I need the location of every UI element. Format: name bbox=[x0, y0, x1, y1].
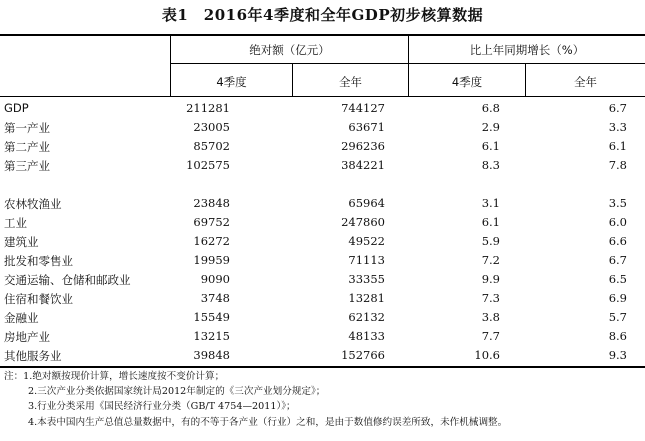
q4-value: 23848 bbox=[193, 196, 230, 210]
q4-value: 15549 bbox=[193, 310, 230, 324]
year-growth-value: 5.7 bbox=[608, 310, 627, 324]
table-row bbox=[0, 270, 645, 289]
q4-value: 19959 bbox=[193, 253, 230, 267]
q4-growth-value: 6.1 bbox=[481, 215, 500, 229]
year-value: 71113 bbox=[348, 253, 385, 267]
year-growth-value: 3.3 bbox=[608, 120, 627, 134]
q4-growth-value: 7.3 bbox=[481, 291, 500, 305]
q4-growth-value: 7.2 bbox=[481, 253, 500, 267]
q4-growth-value: 3.8 bbox=[481, 310, 500, 324]
table-title: 表1 2016年4季度和全年GDP初步核算数据 bbox=[161, 6, 484, 24]
year-value: 62132 bbox=[348, 310, 385, 324]
row-label: 第三产业 bbox=[4, 159, 50, 173]
year-growth-value: 6.1 bbox=[608, 139, 627, 153]
year-value: 13281 bbox=[348, 291, 385, 305]
table-row bbox=[0, 137, 645, 156]
note-3: 3.行业分类采用《国民经济行业分类（GB/T 4754—2011）》； bbox=[28, 401, 296, 413]
row-label: 金融业 bbox=[4, 311, 39, 325]
table-row bbox=[0, 346, 645, 365]
header-absolute-amount: 绝对额（亿元） bbox=[249, 43, 330, 57]
year-value: 65964 bbox=[348, 196, 385, 210]
year-growth-value: 6.0 bbox=[608, 215, 627, 229]
year-value: 63671 bbox=[348, 120, 385, 134]
q4-value: 3748 bbox=[200, 291, 230, 305]
table-row bbox=[0, 251, 645, 270]
q4-growth-value: 8.3 bbox=[481, 158, 500, 172]
header-q4: 4季度 bbox=[216, 75, 247, 89]
note-2: 2.三次产业分类依据国家统计局2012年制定的《三次产业划分规定》； bbox=[28, 386, 326, 398]
table-row bbox=[0, 327, 645, 346]
row-label: 农林牧渔业 bbox=[4, 197, 62, 211]
table-row bbox=[0, 156, 645, 175]
note-1: 注：1.绝对额按现价计算，增长速度按不变价计算； bbox=[4, 371, 225, 382]
year-growth-value: 3.5 bbox=[608, 196, 627, 210]
row-label: 工业 bbox=[4, 216, 27, 230]
q4-value: 39848 bbox=[193, 348, 230, 362]
year-value: 296236 bbox=[341, 139, 385, 153]
q4-value: 9090 bbox=[200, 272, 230, 286]
year-value: 33355 bbox=[348, 272, 385, 286]
year-growth-value: 6.9 bbox=[608, 291, 627, 305]
table-row bbox=[0, 118, 645, 137]
row-label: 第一产业 bbox=[4, 121, 50, 135]
table-row bbox=[0, 289, 645, 308]
table-row bbox=[0, 232, 645, 251]
q4-value: 69752 bbox=[193, 215, 230, 229]
year-value: 384221 bbox=[341, 158, 385, 172]
row-label: 其他服务业 bbox=[4, 349, 62, 363]
q4-value: 211281 bbox=[186, 101, 230, 115]
q4-growth-value: 9.9 bbox=[481, 272, 500, 286]
row-label: 住宿和餐饮业 bbox=[4, 292, 73, 306]
q4-value: 16272 bbox=[193, 234, 230, 248]
table-row bbox=[0, 213, 645, 232]
row-label: 建筑业 bbox=[4, 235, 39, 249]
q4-growth-value: 10.6 bbox=[474, 348, 500, 362]
year-value: 247860 bbox=[341, 215, 385, 229]
year-value: 49522 bbox=[348, 234, 385, 248]
q4-value: 13215 bbox=[193, 329, 230, 343]
header-q4-growth: 4季度 bbox=[451, 75, 483, 89]
row-label: 交通运输、仓储和邮政业 bbox=[4, 273, 131, 287]
q4-growth-value: 7.7 bbox=[481, 329, 500, 343]
header-year: 全年 bbox=[339, 75, 362, 89]
row-label: GDP bbox=[4, 101, 29, 115]
q4-growth-value: 2.9 bbox=[481, 120, 500, 134]
year-value: 744127 bbox=[341, 101, 385, 115]
table-notes bbox=[4, 369, 644, 430]
note-4: 4.本表中国内生产总值总量数据中，有的不等于各产业（行业）之和，是由于数值修约误差所致，未作机械调整。 bbox=[28, 416, 508, 428]
row-label: 房地产业 bbox=[4, 330, 50, 344]
table-row bbox=[0, 99, 645, 118]
bottom-rule bbox=[0, 366, 645, 368]
year-growth-value: 6.7 bbox=[608, 101, 627, 115]
table-row bbox=[0, 308, 645, 327]
year-growth-value: 9.3 bbox=[608, 348, 627, 362]
q4-growth-value: 6.1 bbox=[481, 139, 500, 153]
year-growth-value: 6.7 bbox=[608, 253, 627, 267]
table-row bbox=[0, 194, 645, 213]
q4-value: 102575 bbox=[186, 158, 230, 172]
year-value: 48133 bbox=[348, 329, 385, 343]
year-growth-value: 7.8 bbox=[608, 158, 627, 172]
top-rule bbox=[0, 34, 645, 36]
q4-value: 85702 bbox=[193, 139, 230, 153]
row-label: 第二产业 bbox=[4, 140, 50, 154]
q4-growth-value: 3.1 bbox=[481, 196, 500, 210]
q4-growth-value: 5.9 bbox=[481, 234, 500, 248]
year-growth-value: 6.6 bbox=[608, 234, 627, 248]
q4-value: 23005 bbox=[193, 120, 230, 134]
q4-growth-value: 6.8 bbox=[481, 101, 500, 115]
header-growth-rate: 比上年同期增长（%） bbox=[469, 43, 585, 57]
header-bottom-rule bbox=[0, 96, 645, 97]
year-value: 152766 bbox=[341, 348, 385, 362]
year-growth-value: 6.5 bbox=[608, 272, 627, 286]
year-growth-value: 8.6 bbox=[608, 329, 627, 343]
header-year-growth: 全年 bbox=[574, 75, 597, 89]
row-label: 批发和零售业 bbox=[4, 254, 73, 268]
